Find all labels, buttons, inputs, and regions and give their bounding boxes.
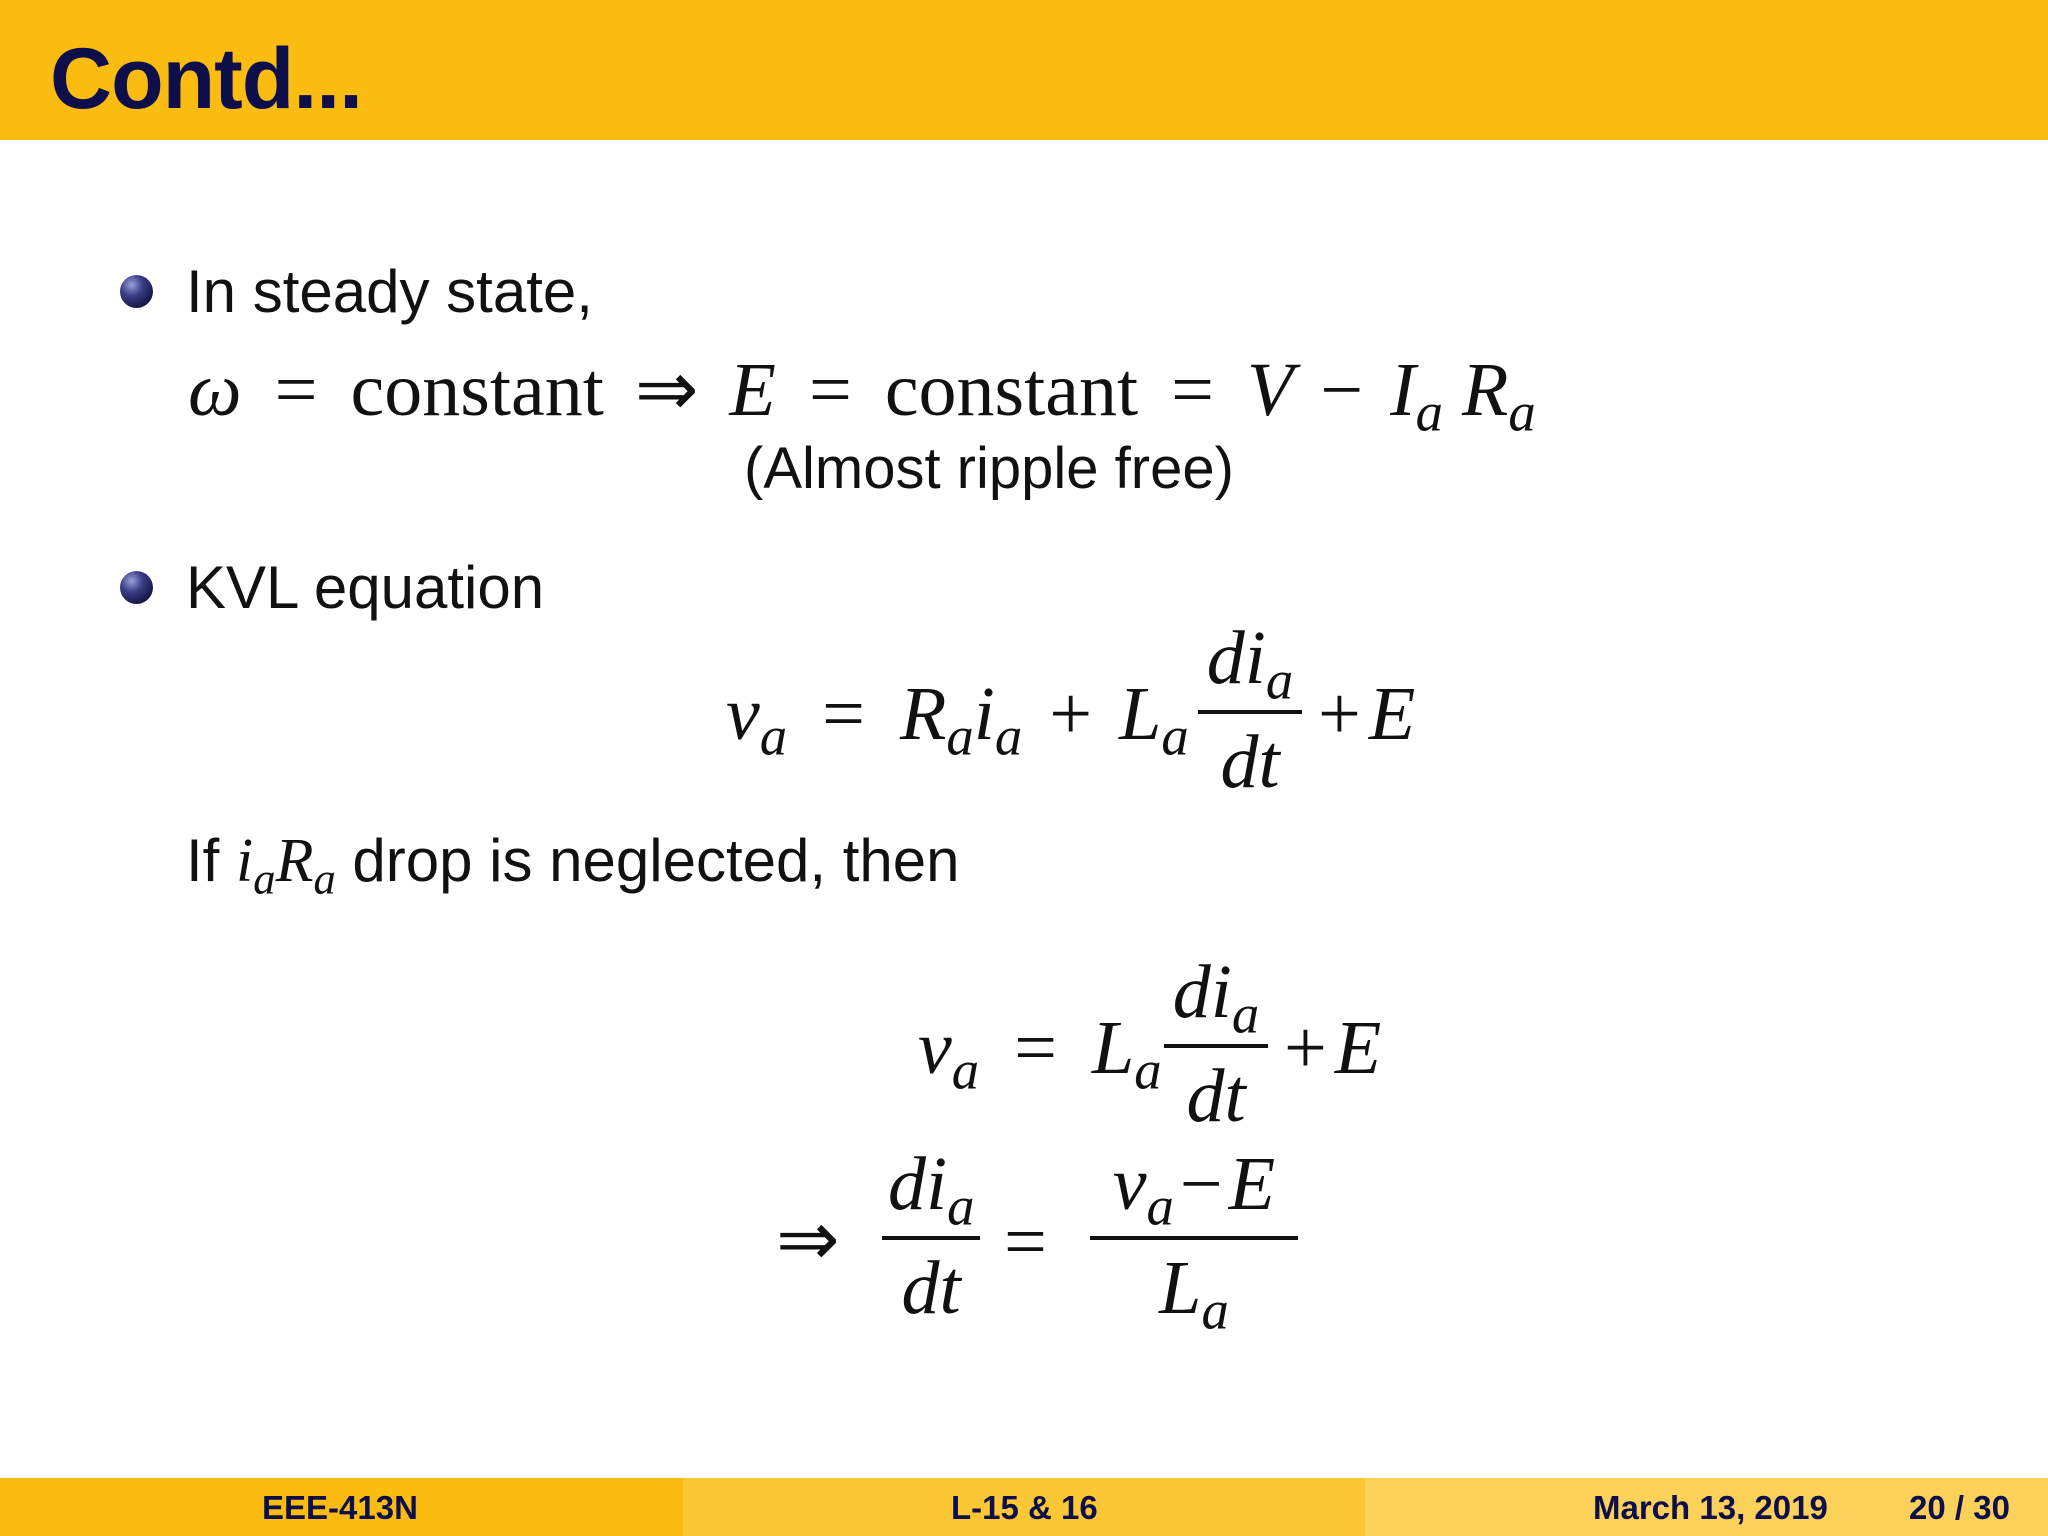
equals-sign: = (1014, 1006, 1057, 1090)
subscript: a (946, 705, 974, 767)
subscript: a (253, 853, 276, 904)
subscript: a (313, 853, 336, 904)
bullet-icon (120, 571, 153, 604)
simplified-fraction (1164, 950, 1268, 1138)
footer-lecture: L-15 & 16 (951, 1489, 1098, 1526)
simplified-lhs (918, 1006, 1162, 1101)
ira-term: $i_aR_a$ (236, 827, 336, 904)
subscript: a (994, 705, 1023, 767)
derivative-rhs-fraction (1090, 1142, 1298, 1341)
footer-date-section (1365, 1478, 2048, 1536)
slide-title: Contd... (50, 31, 363, 127)
subscript: a (1415, 381, 1443, 443)
steady-state-equation (188, 348, 1536, 443)
fraction-denominator: $L_a$ (1159, 1246, 1229, 1341)
bullet-icon (120, 275, 153, 308)
footer-course-section (0, 1478, 683, 1536)
bullet-text-steady-state: In steady state, (186, 258, 593, 325)
footer-page-number: 20 / 30 (1909, 1489, 2010, 1526)
kvl-lhs (726, 672, 1189, 767)
constant-word: constant (884, 348, 1139, 432)
implies-symbol: ⇒ (776, 1198, 840, 1282)
plus-sign: + (1049, 672, 1093, 756)
kvl-fraction (1198, 616, 1302, 804)
voltage-symbol: v (918, 1006, 952, 1090)
fraction-numerator: $v_a-E$ (1112, 1142, 1276, 1237)
subscript: a (951, 1039, 980, 1101)
omega-symbol: ω (188, 348, 242, 432)
fraction-numerator: $di_a$ (1172, 950, 1260, 1045)
plus-sign: + (1284, 1006, 1327, 1090)
emf-symbol: E (1368, 672, 1416, 756)
derivative-lhs-fraction (882, 1142, 980, 1330)
emf-symbol: E (1334, 1006, 1382, 1090)
voltage-symbol: v (726, 672, 760, 756)
simplified-rhs (1284, 1006, 1382, 1090)
equals-sign: = (822, 672, 865, 756)
equals-sign: = (274, 348, 318, 432)
subscript: a (759, 705, 788, 767)
subscript: a (1508, 381, 1536, 443)
slide-footer (0, 1478, 2048, 1536)
current-symbol: i (973, 672, 995, 756)
current-symbol: I (1390, 348, 1416, 432)
subscript: a (1231, 983, 1260, 1045)
inductance-symbol: L (1119, 672, 1162, 756)
equals-sign: = (808, 348, 852, 432)
slide-header (0, 0, 2048, 140)
voltage-symbol: V (1246, 348, 1294, 432)
equals-sign: = (1171, 348, 1214, 432)
kvl-rhs (1318, 672, 1416, 756)
fraction-denominator: dt (1186, 1054, 1246, 1138)
resistance-symbol: R (899, 672, 947, 756)
neglect-line (186, 827, 960, 904)
neglect-suffix: drop is neglected, then (352, 827, 960, 894)
minus-sign: − (1320, 348, 1364, 432)
plus-sign: + (1318, 672, 1361, 756)
inductance-symbol: L (1091, 1006, 1135, 1090)
fraction-numerator: $di_a$ (1206, 616, 1294, 711)
neglect-prefix: If (186, 827, 220, 894)
subscript: a (1201, 1279, 1229, 1341)
bullet-text-kvl: KVL equation (186, 554, 545, 621)
fraction-denominator: dt (901, 1246, 961, 1330)
implies-symbol: ⇒ (634, 348, 699, 432)
constant-word: constant (350, 348, 604, 432)
footer-date: March 13, 2019 (1593, 1489, 1828, 1526)
resistance-symbol: R (1461, 348, 1509, 432)
fraction-denominator: dt (1220, 720, 1280, 804)
subscript: a (1161, 705, 1189, 767)
subscript: a (947, 1175, 975, 1237)
equals-sign: = (1004, 1200, 1047, 1284)
subscript: a (1146, 1175, 1174, 1237)
footer-lecture-section (683, 1478, 1365, 1536)
emf-symbol: E (729, 348, 776, 432)
subscript: a (1134, 1039, 1162, 1101)
ripple-note: (Almost ripple free) (744, 436, 1234, 501)
footer-course: EEE-413N (262, 1489, 418, 1526)
subscript: a (1265, 649, 1294, 711)
fraction-numerator: $di_a$ (888, 1142, 975, 1237)
